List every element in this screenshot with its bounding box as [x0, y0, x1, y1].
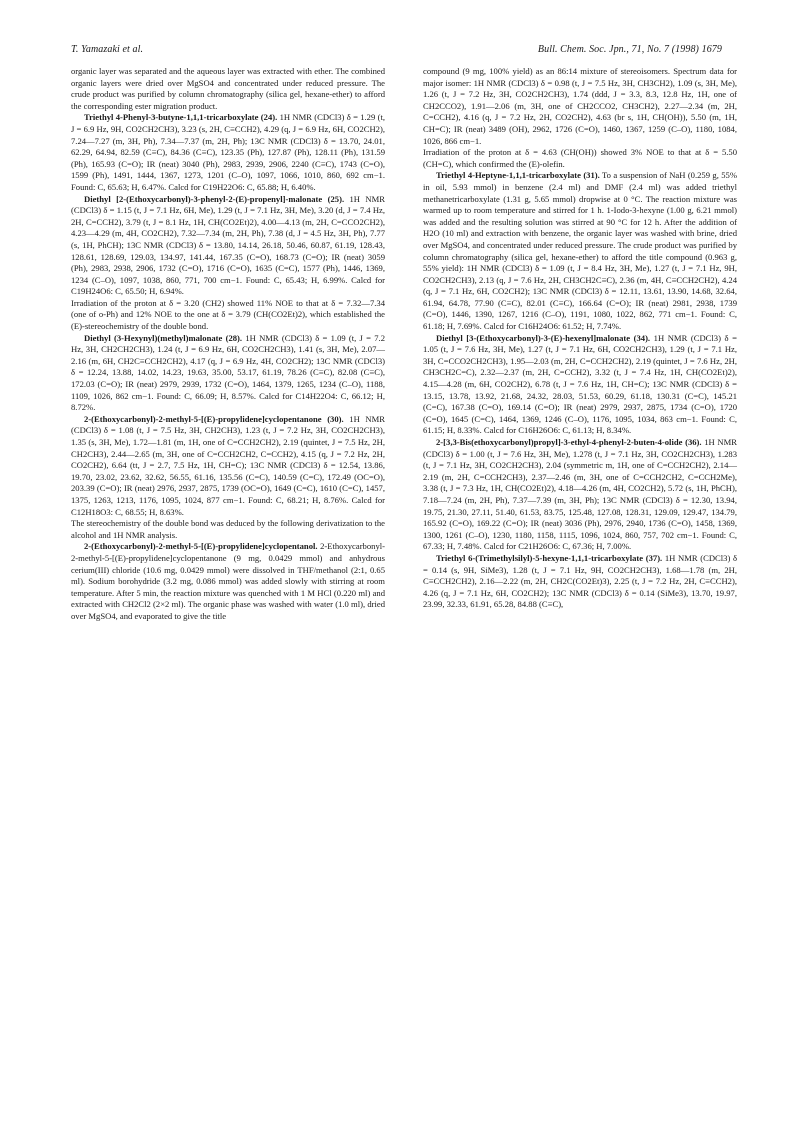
paragraph: Irradiation of the proton at δ = 3.20 (CH2) showed 11% NOE to that at δ = 7.32—7.34 (one of o-Ph) and 12% NOE to the one at δ = 3.79 (CH(CO2Et)2), which established the (E)-stereochemistry of the double bond.: [71, 297, 385, 332]
paragraph: Triethyl 4-Heptyne-1,1,1-tricarboxylate (31). To a suspension of NaH (0.259 g, 55% in oil, 5.93 mmol) in benzene (2.4 ml) and DMF (2.4 ml) was added triethyl methanetricarboxylate (1.31 g, 5.65 mmol) dropwise at 0 °C. The reaction mixture was warmed up to room temperature and stirred for 1 h. 1-Iodo-3-hexyne (1.00 g, 6.21 mmol) was added and the resulting solution was stirred at 90 °C for 12 h. After the addition of H2O (10 ml) and extraction with benzene, the organic layer was washed with brine, dried over MgSO4, and concentrated under reduced pressure. The crude product was purified by column chromatography (silica gel, hexane-ether) to afford the title compound (0.963 g, 55% yield): 1H NMR (CDCl3) δ = 1.09 (t, J = 8.4 Hz, 3H, Me), 1.27 (t, J = 7.1 Hz, 9H, CO2CH2CH3), 2.13 (q, J = 7.6 Hz, 2H, CH3CH2C≡C), 2.36 (m, 4H, C≡CCH2CH2), 4.24 (q, J = 7.1 Hz, 6H, CO2CH2); 13C NMR (CDCl3) δ = 12.11, 13.61, 13.90, 14.68, 32.64, 61.94, 64.78, 77.90 (C≡C), 82.01 (C≡C), 166.64 (C=O); IR (neat) 2981, 2938, 1739 (C=O), 1446, 1390, 1267, 1216 (C–O), 1191, 1080, 1022, 862, 771 cm−1. Found: C, 61.18; H, 7.69%. Calcd for C16H24O6: 61.52; H, 7.74%.: [423, 170, 737, 332]
paragraph: 2-(Ethoxycarbonyl)-2-methyl-5-[(E)-propylidene]cyclopentanone (30). 1H NMR (CDCl3) δ = 1.08 (t, J = 7.5 Hz, 3H, CH2CH3), 1.23 (t, J = 7.2 Hz, 3H, CO2CH2CH3), 1.35 (s, 3H, Me), 1.72—1.81 (m, 1H, one of C=CCH2CH2), 2.19 (quintet, J = 7.5 Hz, 2H, CH2CH3), 2.44—2.65 (m, 3H, one of C=CCH2CH2, C=CCH2), 4.15 (q, J = 7.2 Hz, 2H, CO2CH2), 6.64 (tt, J = 2.7, 7.5 Hz, 1H, CH=C); 13C NMR (CDCl3) δ = 12.54, 13.86, 19.70, 23.02, 23.62, 32.62, 56.55, 61.16, 135.56 (C=C), 140.59 (C=C), 172.49 (OC=O), 203.39 (C=O); IR (neat) 2976, 2937, 2875, 1739 (OC=O), 1649 (C=C), 1610 (C=C), 1457, 1375, 1263, 1213, 1176, 1095, 1024, 877 cm−1. Found: C, 68.21; H, 8.76%. Calcd for C12H18O3: C, 68.55; H, 8.63%.: [71, 413, 385, 517]
paragraph: Diethyl [3-(Ethoxycarbonyl)-3-(E)-hexenyl]malonate (34). 1H NMR (CDCl3) δ = 1.05 (t, J = 7.6 Hz, 3H, Me), 1.27 (t, J = 7.1 Hz, 6H, CO2CH2CH3), 1.29 (t, J = 7.1 Hz, 3H, C=CCO2CH2CH3), 1.95—2.03 (m, 2H, C=CCH2CH2), 2.19 (quintet, J = 7.6 Hz, 2H, CH3CH2C=C), 2.32—2.37 (m, 2H, C=CCH2), 3.32 (t, J = 7.4 Hz, 1H, CH(CO2Et)2), 4.15—4.28 (m, 6H, CO2CH2), 6.78 (t, J = 7.6 Hz, 1H, CH=C); 13C NMR (CDCl3) δ = 13.15, 13.78, 13.92, 21.68, 24.32, 28.03, 51.53, 60.29, 61.18, 130.31 (C=C), 145.21 (C=C), 167.38 (C=O), 169.14 (C=O); IR (neat) 2979, 2937, 2875, 1734 (C=O), 1720 (C=O), 1645 (C=C), 1464, 1369, 1246 (C–O), 1176, 1095, 1034, 863 cm−1. Found: C, 61.15; H, 8.33%. Calcd for C16H26O6: C, 61.13; H, 8.34%.: [423, 332, 737, 436]
paragraph: 2-[3,3-Bis(ethoxycarbonyl)propyl]-3-ethyl-4-phenyl-2-buten-4-olide (36). 1H NMR (CDCl3) δ = 1.00 (t, J = 7.6 Hz, 3H, Me), 1.278 (t, J = 7.1 Hz, 3H, CO2CH2CH3), 1.283 (t, J = 7.1 Hz, 3H, CO2CH2CH3), 2.04 (symmetric m, 1H, one of C=CCH2CH2), 2.14—2.19 (m, 2H, C=CCH2CH3), 2.37—2.46 (m, 3H, one of C=CCH2CH2, C=CCH2Me), 3.38 (t, J = 7.3 Hz, 1H, CH(CO2Et)2), 4.18—4.26 (m, 4H, CO2CH2), 5.72 (s, 1H, PhCH), 7.18—7.24 (m, 2H, Ph), 7.37—7.39 (m, 3H, Ph); 13C NMR (CDCl3) δ = 12.30, 13.94, 19.75, 21.30, 27.11, 51.40, 61.53, 83.75, 125.48, 127.08, 128.31, 129.09, 129.47, 134.79, 165.92 (C=O), 169.22 (C=O); IR (neat) 3036 (Ph), 2976, 2940, 1736 (C=O), 1458, 1369, 1300, 1261 (C–O), 1230, 1180, 1158, 1115, 1096, 1024, 860, 757, 702 cm−1. Found: C, 67.33; H, 7.48%. Calcd for C21H26O6: C, 67.36; H, 7.00%.: [423, 437, 737, 552]
paragraph: organic layer was separated and the aqueous layer was extracted with ether. The combined organic layers were dried over MgSO4 and concentrated under reduced pressure. The crude product was purified by column chromatography (silica gel, hexane-ether) to afford the corresponding ester migration product.: [71, 66, 385, 111]
paragraph: Diethyl [2-(Ethoxycarbonyl)-3-phenyl-2-(E)-propenyl]-malonate (25). 1H NMR (CDCl3) δ = 1.15 (t, J = 7.1 Hz, 6H, Me), 1.29 (t, J = 7.1 Hz, 3H, Me), 3.20 (d, J = 7.4 Hz, 2H, C=CCH2), 3.79 (t, J = 8.1 Hz, 1H, CH(CO2Et)2), 4.00—4.13 (m, 2H, C=CCO2CH2), 4.23—4.29 (m, 4H, CO2CH2), 7.32—7.34 (m, 2H, Ph), 7.38 (d, J = 4.5 Hz, 3H, Ph), 7.77 (s, 1H, PhCH); 13C NMR (CDCl3) δ = 13.80, 14.14, 26.18, 50.46, 60.87, 61.19, 128.43, 128.61, 128.69, 129.03, 134.97, 141.44, 167.35 (C=O), 168.73 (C=O); IR (neat) 3059 (Ph), 2983, 2938, 2906, 1732 (C=O), 1716 (C=O), 1635 (C=C), 1577 (Ph), 1446, 1369, 1234 (C–O), 1097, 1038, 860, 771, 700 cm−1. Found: C, 65.43; H, 6.99%. Calcd for C19H24O6: C, 65.50; H, 6.94%.: [71, 193, 385, 297]
running-header-journal: Bull. Chem. Soc. Jpn., 71, No. 7 (1998) 1679: [537, 44, 722, 55]
paragraph: Irradiation of the proton at δ = 4.63 (CH(OH)) showed 3% NOE to that at δ = 5.50 (CH=C), which confirmed the (E)-olefin.: [423, 147, 737, 169]
running-header-authors: T. Yamazaki et al.: [71, 44, 144, 55]
paragraph: compound (9 mg, 100% yield) as an 86:14 mixture of stereoisomers. Spectrum data for major isomer: 1H NMR (CDCl3) δ = 0.98 (t, J = 7.5 Hz, 3H, CH3CH2), 1.09 (s, 3H, Me), 1.26 (t, J = 7.2 Hz, 3H, CO2CH2CH3), 1.74 (ddd, J = 3.3, 8.3, 12.8 Hz, 1H, one of CH2CCO2), 1.91—2.06 (m, 3H, one of CH2CCO2, CH3CH2), 2.27—2.34 (m, 2H, C=CCH2), 4.16 (q, J = 7.2 Hz, 2H, CO2CH2), 4.63 (br s, 1H, CH(OH)), 5.50 (m, 1H, CH=C); IR (neat) 3489 (OH), 2962, 1726 (C=O), 1460, 1367, 1259 (C–O), 1180, 1084, 1026, 866 cm−1.: [423, 66, 737, 146]
paragraph: 2-(Ethoxycarbonyl)-2-methyl-5-[(E)-propylidene]cyclopentanol. 2-Ethoxycarbonyl-2-methyl-5-[(E)-propylidene]cyclopentanone (9 mg, 0.0429 mmol) and anhydrous cerium(III) chloride (10.6 mg, 0.0429 mmol) were dissolved in THF/methanol (2:1, 0.65 ml). Sodium borohydride (3.2 mg, 0.086 mmol) was added slowly with stirring at room temperature. After 5 min, the reaction mixture was quenched with 1 M HCl (0.220 ml) and extracted with CH2Cl2 (2×2 ml). The organic phase was washed with water (1.0 ml), dried over MgSO4, and evaporated to give the title: [71, 541, 385, 621]
left-column: [71, 66, 385, 623]
paragraph: Diethyl (3-Hexynyl)(methyl)malonate (28). 1H NMR (CDCl3) δ = 1.09 (t, J = 7.2 Hz, 3H, CH2CH2CH3), 1.24 (t, J = 6.9 Hz, 6H, CO2CH2CH3), 1.41 (s, 3H, Me), 2.07—2.16 (m, 6H, CH2C≡CCH2CH2), 4.17 (q, J = 6.9 Hz, 4H, CO2CH2); 13C NMR (CDCl3) δ = 12.24, 13.88, 14.02, 14.23, 19.63, 35.00, 53.17, 61.19, 78.26 (C≡C), 82.08 (C≡C), 172.03 (C=O); IR (neat) 2979, 2939, 1732 (C=O), 1464, 1379, 1265, 1234 (C–O), 1188, 1109, 1026, 862 cm−1. Found: C, 66.09; H, 8.57%. Calcd for C14H22O4: C, 66.12; H, 8.72%.: [71, 332, 385, 413]
right-column: [423, 66, 737, 611]
paragraph: Triethyl 6-(Trimethylsilyl)-5-hexyne-1,1,1-tricarboxylate (37). 1H NMR (CDCl3) δ = 0.14 (s, 9H, SiMe3), 1.28 (t, J = 7.1 Hz, 9H, CO2CH2CH3), 1.68—1.78 (m, 2H, C≡CCH2CH2), 2.16—2.22 (m, 2H, CH2C(CO2Et)3), 2.25 (t, J = 7.2 Hz, 2H, C≡CCH2), 4.26 (q, J = 7.1 Hz, 6H, CO2CH2); 13C NMR (CDCl3) δ = 0.14 (SiMe3), 13.70, 19.97, 23.99, 32.33, 61.91, 65.28, 84.88 (C≡C),: [423, 552, 737, 610]
paragraph: The stereochemistry of the double bond was deduced by the following derivatization to the alcohol and 1H NMR analysis.: [71, 518, 385, 540]
paragraph: Triethyl 4-Phenyl-3-butyne-1,1,1-tricarboxylate (24). 1H NMR (CDCl3) δ = 1.29 (t, J = 6.9 Hz, 9H, CO2CH2CH3), 3.23 (s, 2H, C≡CCH2), 4.29 (q, J = 6.9 Hz, 6H, CO2CH2), 7.24—7.27 (m, 3H, Ph), 7.34—7.37 (m, 2H, Ph); 13C NMR (CDCl3) δ = 13.70, 24.01, 62.29, 64.94, 82.59 (C≡C), 84.36 (C≡C), 123.35 (Ph), 127.87 (Ph), 128.11 (Ph), 131.59 (Ph), 165.93 (C=O); IR (neat) 3040 (Ph), 2983, 2939, 2906, 2240 (C≡C), 1743 (C=O), 1599 (Ph), 1491, 1444, 1367, 1273, 1201 (C–O), 1097, 1066, 1010, 860, 692 cm−1. Found: C, 65.63; H, 6.47%. Calcd for C19H22O6: C, 65.88; H, 6.40%.: [71, 112, 385, 192]
